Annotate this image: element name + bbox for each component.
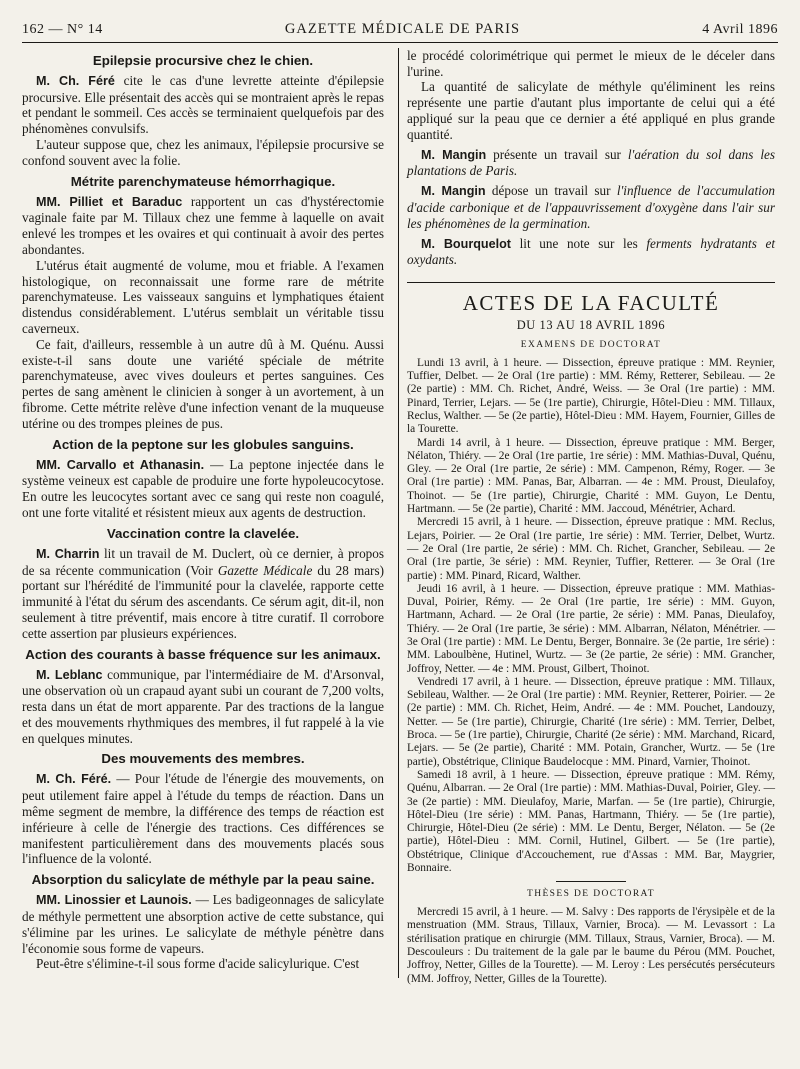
author-name: MM. Carvallo et Athanasin. <box>36 457 205 472</box>
paragraph-text: cite le cas d'une levrette atteinte d'épilepsie procursive. Elle présentait des accès qui se montraient après le repas et pendant le sommeil. Ces accès se terminaient quelquefois par des phénomènes convulsifs. <box>22 72 384 137</box>
actes-date: DU 13 AU 18 AVRIL 1896 <box>516 318 666 333</box>
section-rule <box>407 282 775 283</box>
paragraph: L'utérus était augmenté de volume, mou et friable. A l'examen histologique, on reconnaissait une forme rare de métrite parenchymateuse. Les vaisseaux sanguins et lymphatiques étaient distendus considérablement. L'utérus semblait un véritable tissu caverneux. <box>22 257 384 336</box>
exam-entry: Mardi 14 avril, à 1 heure. — Dissection, épreuve pratique : MM. Berger, Nélaton, Thiéry. — 2e Oral (1re partie, 1re série) : MM. Mathias-Duval, Quénu, Gley. — 2e Oral (1re partie, 2e série) : MM. Campenon, Rémy, Roger. — 3e Oral (1re partie) : MM. Panas, Bar, Albarran. — 4e : MM. Proust, Dieulafoy, Thoinot. — 5e (1re partie), Chirurgie, Charité : MM. Guyon, Le Dentu, Hartmann. — 5e (2e partie), Charité : MM. Jaccoud, Ménétrier, Achard. <box>407 436 775 516</box>
paragraph <box>22 771 384 867</box>
author-name: MM. Pilliet et Baraduc <box>36 194 183 209</box>
journal-title: GAZETTE MÉDICALE DE PARIS <box>284 21 521 37</box>
actes-title: ACTES DE LA FACULTÉ <box>462 291 720 316</box>
paragraph <box>22 457 384 521</box>
paragraph <box>22 892 384 956</box>
section-title-courants: Action des courants à basse fréquence sur les animaux. <box>25 646 381 662</box>
paragraph <box>407 236 775 269</box>
right-column <box>405 48 775 986</box>
paragraph <box>22 194 384 258</box>
work-title: l'influence de l'accumulation d'acide carbonique et de l'appauvrissement d'oxygène dans l'air sur les phénomènes de la germination. <box>407 183 776 231</box>
paragraph: La quantité de salicylate de méthyle qu'éliminent les reins représente une partie d'autant plus importante de celui qui a été appliqué sur la peau que ce dernier a été appliqué en plus grande quantité. <box>407 79 775 142</box>
author-name: MM. Linossier et Launois. <box>36 893 192 908</box>
paragraph-text: — Pour l'étude de l'énergie des mouvements, on peut utilement faire appel à l'étude du temps de réaction. Dans un même segment de membre, la différence des temps de réaction est inférieure à celle de l'énergie des tractions. Ces différences se manifestent particulièrement dans des mouvements placés sous l'influence de la volonté. <box>22 771 384 867</box>
paragraph: Peut-être s'élimine-t-il sous forme d'acide salicylurique. C'est <box>36 956 360 972</box>
author-name: M. Ch. Féré <box>36 73 115 88</box>
work-title: ferments hydratants et oxydants. <box>407 235 775 268</box>
column-divider <box>398 48 399 978</box>
exams-heading: EXAMENS DE DOCTORAT <box>520 339 662 350</box>
exam-entry: Samedi 18 avril, à 1 heure. — Dissection, épreuve pratique : MM. Rémy, Quénu, Albarran. — 2e Oral (1re partie) : MM. Mathias-Duval, Poirier, Gley. — 3e (2e partie) : MM. Dieulafoy, Marie, Marfan. — 5e (1re partie), Chirurgie, Hôtel-Dieu (1re série) : MM. Panas, Hartmann, Thiéry. — 5e (1re partie), Chirurgie, Hôtel-Dieu (2e série) : MM. Le Dentu, Berger, Nélaton. — 5e (2e partie), Hôtel-Dieu : MM. Cornil, Hutinel, Gilbert. — 5e (1re partie), Obstétrique, Clinique d'Accouchement, rue d'Assas : MM. Bar, Maygrier, Bonnaire. <box>407 768 775 875</box>
cited-journal: Gazette Médicale <box>217 562 313 578</box>
paragraph-text: du 28 mars) portant sur l'hérédité de l'immunité pour la clavelée, rapporte cette immunité à l'état du sérum des ascendants. Ce sérum agit, dit-il, non seulement à titre préventif, mais encore à titre curatif. Il corrobore cette assertion par plusieurs expériences. <box>22 562 384 641</box>
section-title-metrite: Métrite parenchymateuse hémorrhagique. <box>70 173 336 189</box>
short-rule <box>556 881 626 882</box>
section-title-peptone: Action de la peptone sur les globules sanguins. <box>52 436 354 452</box>
author-name: M. Leblanc <box>36 667 103 682</box>
exam-entry: Mercredi 15 avril, à 1 heure. — Dissection, épreuve pratique : MM. Reclus, Lejars, Poirier. — 2e Oral (1re partie, 1re série) : MM. Terrier, Delbet, Wurtz. — 2e Oral (1re partie, 2e série) : MM. Ch. Richet, Grancher, Sebileau. — 2e Oral (1re partie, 3e série) : MM. Reynier, Tuffier, Retterer. — 3e Oral (1re partie) : MM. Pinard, Ricard, Walther. <box>407 516 775 582</box>
paragraph: le procédé colorimétrique qui permet le mieux de le déceler dans l'urine. <box>407 47 775 79</box>
paragraph <box>22 546 384 642</box>
author-name: M. Mangin <box>421 184 486 199</box>
left-column <box>22 48 392 986</box>
paragraph-text: communique, par l'intermédiaire de M. d'Arsonval, une observation où un crapaud ayant subi un courant de 7,200 volts, resta dans un état de mort apparente. Par des tractions de la langue et des mouvements rhythmiques des membres, il fut rappelé à la vie en quelques minutes. <box>22 666 384 746</box>
two-column-body <box>22 48 778 986</box>
issue-date: 4 Avril 1896 <box>702 22 778 37</box>
section-title-epilepsie: Epilepsie procursive chez le chien. <box>92 52 314 68</box>
paragraph-text: lit un travail de M. Duclert, où ce dernier, à propos de sa récente communication (Voir <box>22 545 384 578</box>
paragraph <box>407 147 775 180</box>
paragraph-text: présente un travail sur <box>486 146 628 162</box>
section-title-salicylate: Absorption du salicylate de méthyle par la peau saine. <box>31 872 375 888</box>
paragraph <box>22 667 384 747</box>
page-number-issue: 162 — N° 14 <box>22 22 103 37</box>
author-name: M. Bourquelot <box>421 236 511 251</box>
running-header <box>22 22 778 43</box>
paragraph-text: — La peptone injectée dans le système veineux est capable de produire une forte hypoleucocytose. En outre les leucocytes sortant avec ce sang qui reste non coagulé, ont une forte vitalité et résistent mieux aux agents de destruction. <box>22 456 384 520</box>
paragraph-text: — Les badigeonnages de salicylate de méthyle permettent une absorption active de cette substance, qui s'élimine par les urines. Le salicylate de méthyle pénètre dans l'économie sous forme de vapeurs. <box>22 892 384 956</box>
paragraph-text: rapportent un cas d'hystérectomie vaginale faite par M. Tillaux chez une femme à laquelle on avait enlevé les trompes et les ovaires et qui continuait à avoir des pertes abondantes. <box>22 193 384 257</box>
paragraph: L'auteur suppose que, chez les animaux, l'épilepsie procursive se confond souvent avec la folie. <box>22 136 384 168</box>
paragraph <box>407 183 775 231</box>
paragraph-text: lit une note sur les <box>511 235 647 251</box>
theses-entry: Mercredi 15 avril, à 1 heure. — M. Salvy : Des rapports de l'érysipèle et de la menstruation (MM. Straus, Tillaux, Varnier, Broca). — M. Levassort : La stérilisation pratique en chirurgie (MM. Tillaux, Straus, Varnier, Broca). — M. Descouleurs : Du traitement de la gale par le baume du Pérou (MM. Pouchet, Joffroy, Netter, Gilles de la Tourette). — M. Leroy : Les persécutés persécuteurs (MM. Joffroy, Netter, Gilles de la Tourette). <box>407 906 775 985</box>
exam-list <box>407 357 775 986</box>
author-name: M. Charrin <box>36 546 100 561</box>
theses-heading: THÈSES DE DOCTORAT <box>527 889 655 900</box>
paragraph <box>22 73 384 137</box>
paragraph-text: dépose un travail sur <box>485 183 617 199</box>
author-name: M. Mangin <box>421 147 487 162</box>
exam-entry: Vendredi 17 avril, à 1 heure. — Dissection, épreuve pratique : MM. Tillaux, Sebileau, Walther. — 2e Oral (1re partie) : MM. Reynier, Retterer, Poirier. — 2e (2e partie) : MM. Ch. Richet, Heim, André. — 4e : MM. Pouchet, Landouzy, Netter. — 5e (1re partie), Chirurgie, Charité (1re série) : MM. Terrier, Delbet, Broca. — 5e (1re partie), Chirurgie, Charité (2e série) : MM. Marchand, Ricard, Lejars. — 5e (2e partie), Charité : MM. Potain, Grancher, Wurtz. — 5e (1re partie), Obstétrique, Clinique Baudelocque : MM. Pinard, Varnier, Thoinot. <box>407 675 775 768</box>
exam-entry: Lundi 13 avril, à 1 heure. — Dissection, épreuve pratique : MM. Reynier, Tuffier, Delbet. — 2e Oral (1re partie) : MM. Rémy, Retterer, Sebileau. — 2e (2e partie) : MM. Ch. Richet, André, Weiss. — 3e Oral (1re partie) : MM. Pinard, Terrier, Lejars. — 5e (1re partie), Chirurgie, Hôtel-Dieu : MM. Tillaux, Reclus, Walther. — 5e (2e partie), Hôtel-Dieu : MM. Hayem, Fournier, Gilles de la Tourette. <box>407 356 775 436</box>
exam-entry: Jeudi 16 avril, à 1 heure. — Dissection, épreuve pratique : MM. Mathias-Duval, Poirier, Rémy. — 2e Oral (1re partie, 1re série) : MM. Guyon, Hartmann, Achard. — 2e Oral (1re partie, 2e série) : MM. Panas, Dieulafoy, Thiéry. — 2e Oral (1re partie, 3e série) : MM. Albarran, Nélaton, Ménétrier. — 3e Oral (1re partie) : MM. Le Dentu, Berger, Bonnaire. 3e (2e partie, 1re série) : MM. Laboulbène, Hutinel, Wurtz. — 3e (2e partie, 2e série) : MM. Grancher, Joffroy, Netter. — 4e : MM. Proust, Gilbert, Thoinot. <box>407 582 775 675</box>
section-title-clavelee: Vaccination contre la clavelée. <box>106 525 300 541</box>
paragraph: Ce fait, d'ailleurs, ressemble à un autre dû à M. Quénu. Aussi existe-t-il sans doute une variété spéciale de métrite parenchymateuse, avec vives douleurs et pertes sanguines. Ces pertes de sang amènent le clinicien à songer à un avortement, à un fibrome. Cette métrite relève d'une infection venant de la muqueuse utérine ou des trompes pleines de pus. <box>22 336 384 431</box>
author-name: M. Ch. Féré. <box>36 772 112 787</box>
section-title-mouvements: Des mouvements des membres. <box>101 751 305 767</box>
work-title: l'aération du sol dans les plantations de Paris. <box>407 146 775 179</box>
